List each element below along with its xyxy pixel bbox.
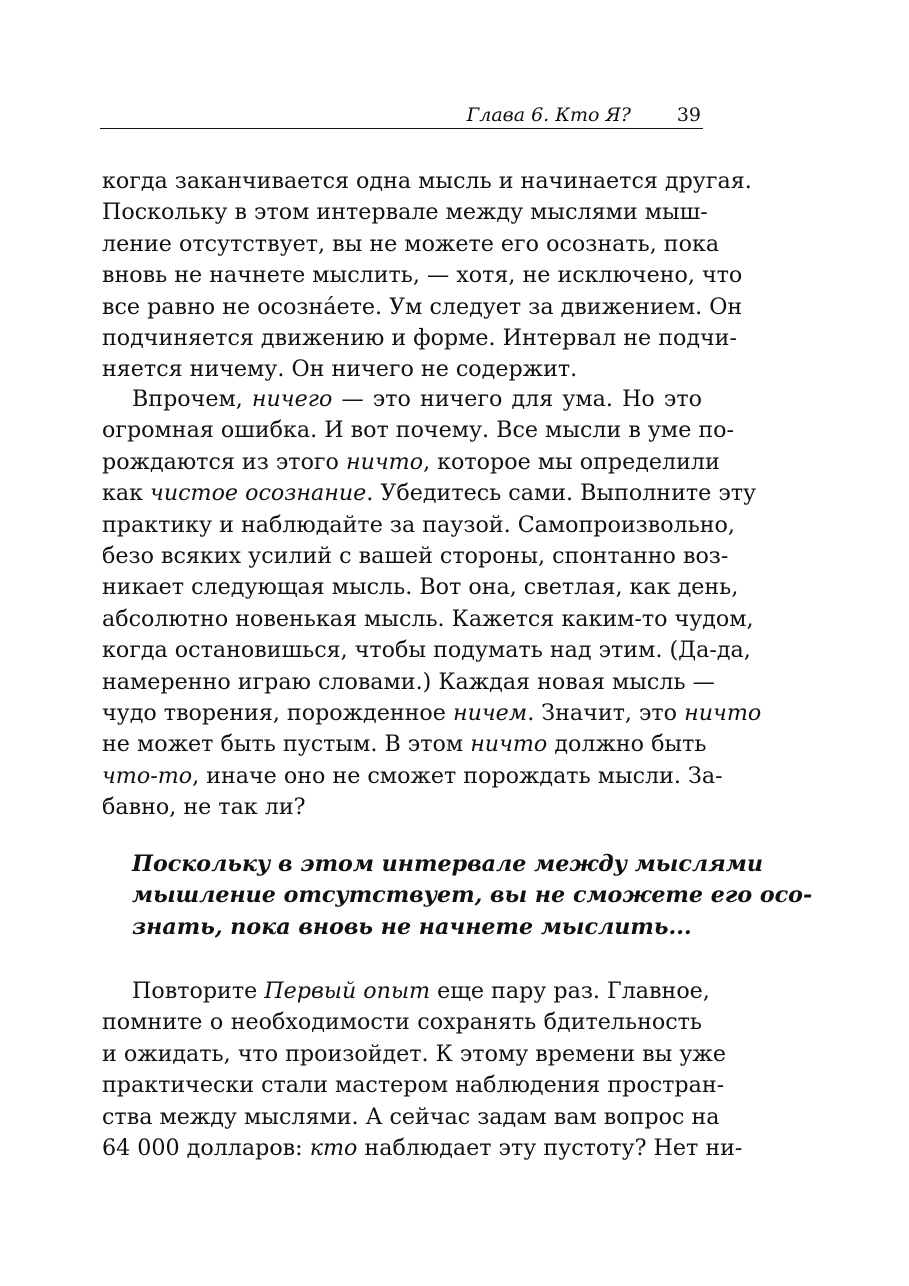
- page-number: 39: [676, 104, 701, 126]
- text-line: намеренно играю словами.) Каждая новая мысль —: [102, 668, 715, 695]
- running-head: [100, 104, 703, 129]
- text-line: практически стали мастером наблюдения простран-: [102, 1072, 725, 1099]
- text-line: Поскольку в этом интервале между мыслями мыш-: [102, 199, 708, 226]
- italic-emphasis: ничто: [684, 700, 762, 727]
- chapter-title: Глава 6. Кто Я?: [466, 104, 631, 126]
- text-line: безо всяких усилий с вашей стороны, спонтанно воз-: [102, 543, 729, 570]
- pull-quote-line: знать, пока вновь не начнете мыслить...: [132, 913, 692, 940]
- paragraph-3: [102, 976, 743, 1164]
- pull-quote-line: Поскольку в этом интервале между мыслями: [132, 851, 764, 877]
- text-line: практику и наблюдайте за паузой. Самопроизвольно,: [102, 511, 735, 538]
- text-line: рождаются из этого ничто, которое мы определили: [102, 448, 720, 475]
- text-line: помните о необходимости сохранять бдительность: [102, 1009, 702, 1036]
- text-line: огромная ошибка. И вот почему. Все мысли в уме по-: [102, 417, 735, 444]
- text-line: когда остановишься, чтобы подумать над этим. (Да-да,: [102, 637, 751, 664]
- text-line: Повторите Первый опыт еще пару раз. Главное,: [132, 978, 710, 1004]
- text-line: когда заканчивается одна мысль и начинается другая.: [102, 168, 752, 194]
- italic-emphasis: ничто: [470, 731, 548, 758]
- text-line: ства между мыслями. А сейчас задам вам вопрос на: [102, 1103, 720, 1130]
- text-line: няется ничему. Он ничего не содержит.: [102, 356, 578, 383]
- paragraph-2: [102, 384, 762, 824]
- text-line: ление отсутствует, вы не можете его осознать, пока: [102, 230, 720, 257]
- italic-emphasis: кто: [309, 1135, 358, 1162]
- pull-quote: [132, 849, 813, 943]
- text-line: и ожидать, что произойдет. К этому времени вы уже: [102, 1040, 726, 1067]
- text-line: все равно не осознáете. Ум следует за движением. Он: [102, 293, 743, 320]
- italic-emphasis: чистое осознание: [150, 480, 367, 507]
- text-line: чудо творения, порожденное ничем. Значит, это ничто: [102, 700, 762, 727]
- text-line: бавно, не так ли?: [102, 794, 306, 821]
- text-line: Впрочем, ничего — это ничего для ума. Но это: [132, 386, 702, 412]
- text-line: как чистое осознание. Убедитесь сами. Выполните эту: [102, 480, 757, 507]
- text-line: не может быть пустым. В этом ничто должно быть: [102, 731, 707, 758]
- text-line: что-то, иначе оно не сможет порождать мысли. За-: [102, 762, 723, 789]
- text-line: абсолютно новенькая мысль. Кажется каким-то чудом,: [102, 605, 754, 632]
- italic-emphasis: ничего: [251, 386, 333, 412]
- text-line: вновь не начнете мыслить, — хотя, не исключено, что: [102, 262, 743, 289]
- text-line: никает следующая мысль. Вот она, светлая, как день,: [102, 574, 739, 601]
- text-line: подчиняется движению и форме. Интервал не подчи-: [102, 325, 737, 352]
- text-line: 64 000 долларов: кто наблюдает эту пустоту? Нет ни-: [102, 1135, 743, 1162]
- italic-emphasis: ничто: [345, 448, 424, 475]
- italic-emphasis: что-то: [102, 762, 193, 789]
- italic-emphasis: ничем: [452, 700, 528, 727]
- paragraph-1: [102, 166, 752, 386]
- italic-emphasis: Первый опыт: [264, 978, 431, 1004]
- pull-quote-line: мышление отсутствует, вы не сможете его осо-: [132, 882, 813, 909]
